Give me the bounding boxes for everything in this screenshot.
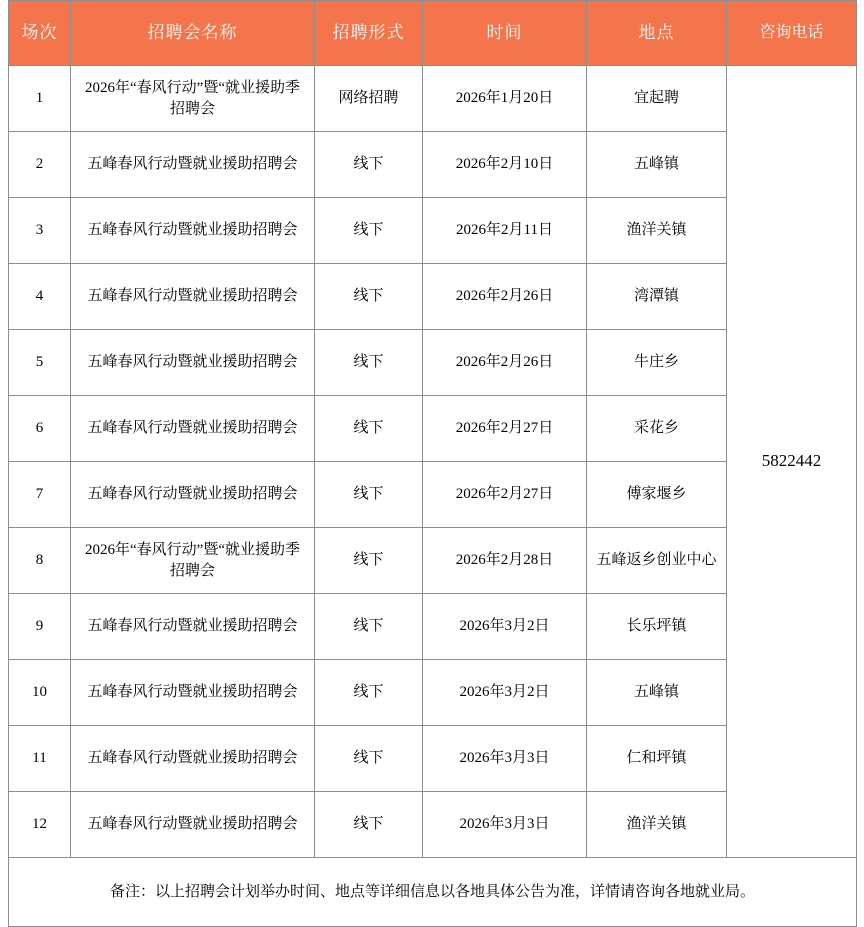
footer-note: 备注：以上招聘会计划举办时间、地点等详细信息以各地具体公告为准，详情请咨询各地就业局。: [9, 858, 857, 927]
cell-location: 长乐坪镇: [587, 594, 727, 660]
cell-location: 渔洋关镇: [587, 792, 727, 858]
recruitment-table: [8, 0, 857, 927]
cell-session: 10: [9, 660, 71, 726]
cell-session: 5: [9, 330, 71, 396]
cell-fair-name: 五峰春风行动暨就业援助招聘会: [71, 792, 315, 858]
cell-session: 12: [9, 792, 71, 858]
cell-session: 9: [9, 594, 71, 660]
cell-phone: 5822442: [727, 66, 857, 858]
table-header: [9, 1, 857, 66]
cell-fair-name: 五峰春风行动暨就业援助招聘会: [71, 396, 315, 462]
cell-location: 五峰镇: [587, 132, 727, 198]
cell-location: 牛庄乡: [587, 330, 727, 396]
cell-fair-name: 五峰春风行动暨就业援助招聘会: [71, 660, 315, 726]
cell-time: 2026年3月3日: [423, 726, 587, 792]
cell-fair-name: 2026年“春风行动”暨“就业援助季招聘会: [71, 66, 315, 132]
cell-fair-form: 线下: [315, 528, 423, 594]
cell-session: 2: [9, 132, 71, 198]
table-body: [9, 66, 857, 858]
cell-fair-form: 线下: [315, 198, 423, 264]
cell-time: 2026年2月26日: [423, 330, 587, 396]
cell-fair-form: 线下: [315, 462, 423, 528]
cell-location: 采花乡: [587, 396, 727, 462]
header-fair-form: 招聘形式: [315, 1, 423, 66]
cell-fair-name: 五峰春风行动暨就业援助招聘会: [71, 594, 315, 660]
cell-session: 7: [9, 462, 71, 528]
cell-time: 2026年3月3日: [423, 792, 587, 858]
cell-fair-form: 网络招聘: [315, 66, 423, 132]
cell-time: 2026年3月2日: [423, 594, 587, 660]
header-session: 场次: [9, 1, 71, 66]
cell-fair-name: 五峰春风行动暨就业援助招聘会: [71, 198, 315, 264]
cell-session: 3: [9, 198, 71, 264]
cell-fair-form: 线下: [315, 594, 423, 660]
cell-fair-name: 五峰春风行动暨就业援助招聘会: [71, 462, 315, 528]
cell-fair-form: 线下: [315, 264, 423, 330]
cell-location: 五峰镇: [587, 660, 727, 726]
cell-fair-form: 线下: [315, 726, 423, 792]
cell-fair-form: 线下: [315, 330, 423, 396]
cell-location: 仁和坪镇: [587, 726, 727, 792]
table-footer: [9, 858, 857, 927]
cell-fair-form: 线下: [315, 660, 423, 726]
cell-session: 6: [9, 396, 71, 462]
cell-fair-form: 线下: [315, 396, 423, 462]
cell-fair-name: 五峰春风行动暨就业援助招聘会: [71, 132, 315, 198]
cell-session: 8: [9, 528, 71, 594]
cell-time: 2026年2月27日: [423, 396, 587, 462]
cell-location: 湾潭镇: [587, 264, 727, 330]
cell-location: 傅家堰乡: [587, 462, 727, 528]
header-fair-name: 招聘会名称: [71, 1, 315, 66]
cell-location: 宜起聘: [587, 66, 727, 132]
cell-time: 2026年2月28日: [423, 528, 587, 594]
cell-fair-form: 线下: [315, 132, 423, 198]
footer-row: [9, 858, 857, 927]
cell-fair-name: 五峰春风行动暨就业援助招聘会: [71, 726, 315, 792]
cell-session: 4: [9, 264, 71, 330]
header-location: 地点: [587, 1, 727, 66]
header-phone: 咨询电话: [727, 1, 857, 66]
cell-time: 2026年2月11日: [423, 198, 587, 264]
cell-time: 2026年2月10日: [423, 132, 587, 198]
header-row: [9, 1, 857, 66]
cell-time: 2026年3月2日: [423, 660, 587, 726]
cell-time: 2026年1月20日: [423, 66, 587, 132]
cell-location: 五峰返乡创业中心: [587, 528, 727, 594]
cell-location: 渔洋关镇: [587, 198, 727, 264]
cell-time: 2026年2月27日: [423, 462, 587, 528]
table-row: [9, 66, 857, 132]
cell-session: 1: [9, 66, 71, 132]
cell-fair-name: 五峰春风行动暨就业援助招聘会: [71, 330, 315, 396]
header-time: 时间: [423, 1, 587, 66]
cell-fair-form: 线下: [315, 792, 423, 858]
cell-fair-name: 五峰春风行动暨就业援助招聘会: [71, 264, 315, 330]
cell-time: 2026年2月26日: [423, 264, 587, 330]
cell-fair-name: 2026年“春风行动”暨“就业援助季招聘会: [71, 528, 315, 594]
cell-session: 11: [9, 726, 71, 792]
